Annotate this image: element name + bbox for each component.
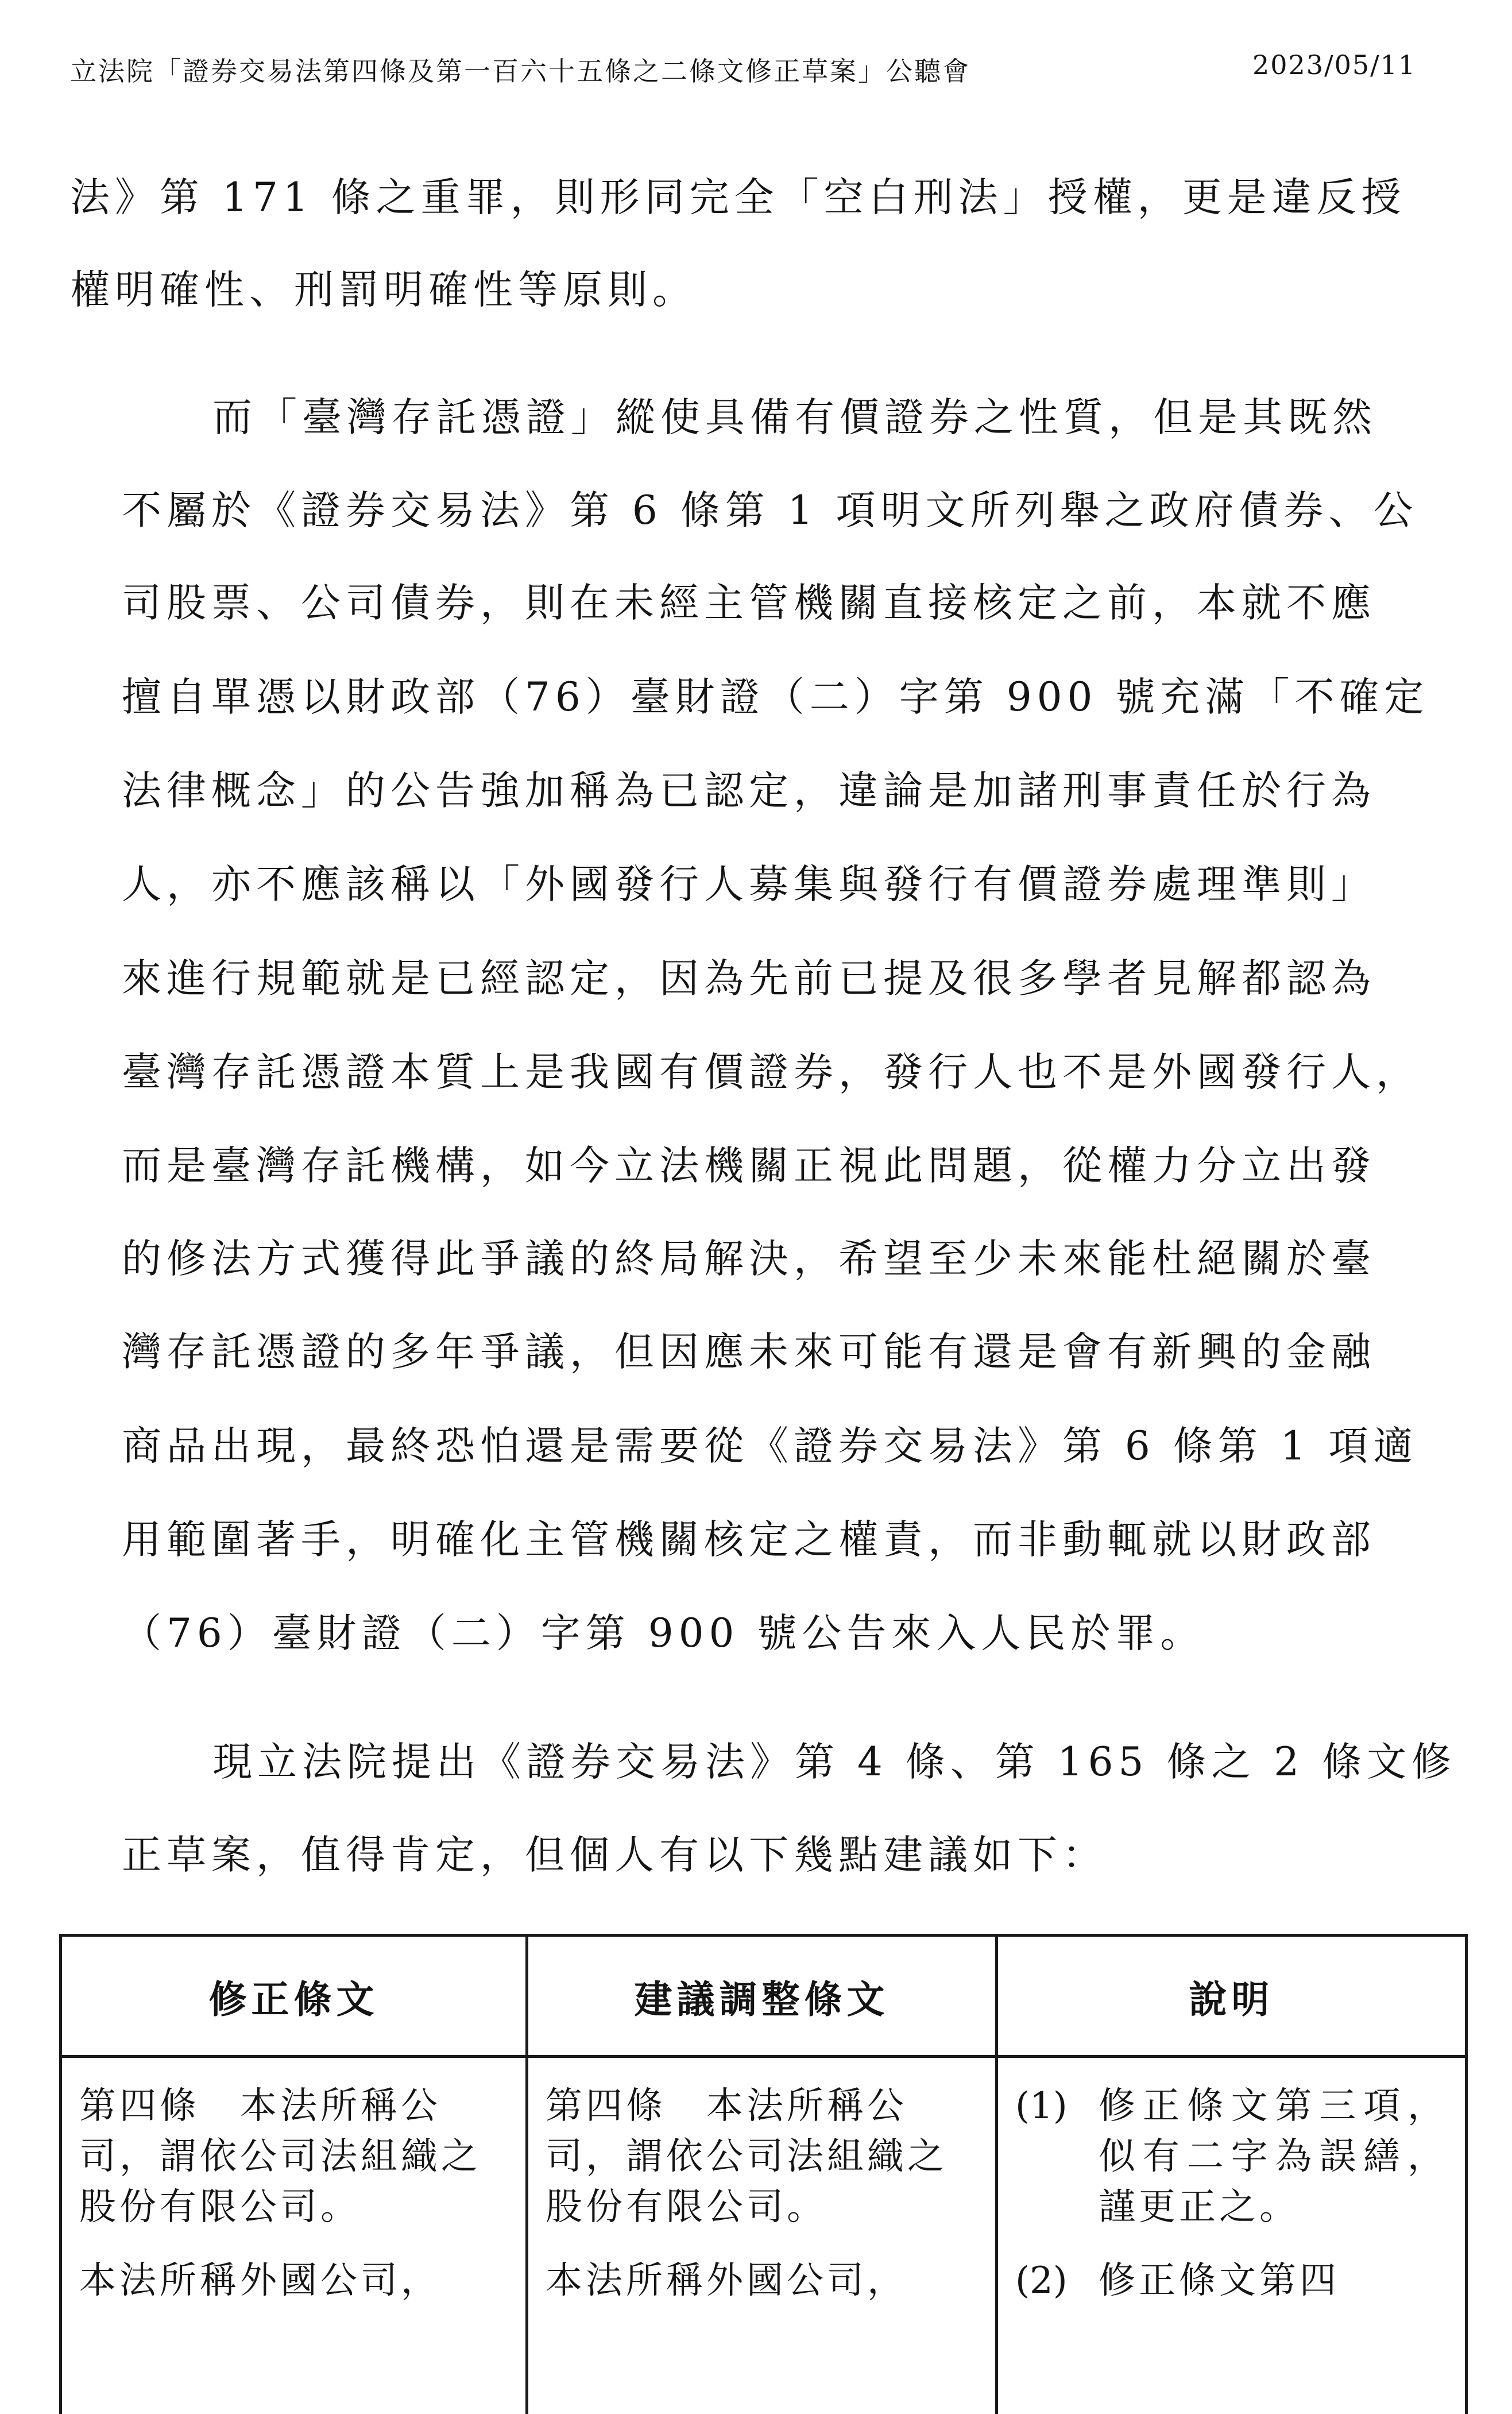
header-suggested-article: 建議調整條文 — [527, 1936, 997, 2057]
text-line: 用範圍著手，明確化主管機關核定之權責，而非動輒就以財政部 — [122, 1520, 1376, 1560]
cell-paragraph: 第四條 本法所稱公司，謂依公司法組織之股份有限公司。 — [79, 2081, 508, 2233]
text-line: 不屬於《證券交易法》第 6 條第 1 項明文所列舉之政府債券、公 — [122, 491, 1418, 531]
text-line: 而「臺灣存託憑證」縱使具備有價證券之性質，但是其既然 — [212, 398, 1377, 438]
text-line: 擅自單憑以財政部（76）臺財證（二）字第 900 號充滿「不確定 — [122, 678, 1429, 717]
note-text: 修正條文第三項，似有二字為誤繕，謹更正之。 — [1099, 2081, 1448, 2233]
explanation-cell — [997, 2057, 1467, 2414]
table-header-row — [61, 1936, 1467, 2057]
text-line: 的修法方式獲得此爭議的終局解決，希望至少未來能杜絕關於臺 — [122, 1239, 1376, 1279]
note-number: (2) — [1015, 2255, 1099, 2306]
text-line: 正草案，值得肯定，但個人有以下幾點建議如下： — [122, 1836, 1107, 1875]
document-header-title: 立法院「證券交易法第四條及第一百六十五條之二條文修正草案」公聽會 — [70, 51, 970, 88]
text-line: 來進行規範就是已經認定，因為先前已提及很多學者見解都認為 — [122, 959, 1376, 999]
cell-paragraph: 本法所稱外國公司， — [546, 2255, 978, 2306]
cell-paragraph: 本法所稱外國公司， — [79, 2255, 508, 2306]
note-text: 修正條文第四 — [1099, 2255, 1448, 2306]
header-explanation: 說明 — [997, 1936, 1467, 2057]
cell-paragraph: 第四條 本法所稱公司，謂依公司法組織之股份有限公司。 — [546, 2081, 978, 2233]
text-line: 人，亦不應該稱以「外國發行人募集與發行有價證券處理準則」 — [122, 865, 1376, 905]
text-line: 灣存託憑證的多年爭議，但因應未來可能有還是會有新興的金融 — [122, 1332, 1376, 1372]
explanation-note — [1015, 2255, 1448, 2306]
amendment-comparison-table — [59, 1934, 1468, 2414]
text-line: 法律概念」的公告強加稱為已認定，違論是加諸刑事責任於行為 — [122, 771, 1376, 811]
text-line: 司股票、公司債券，則在未經主管機關直接核定之前，本就不應 — [122, 584, 1376, 623]
amended-article-cell — [61, 2057, 527, 2414]
text-line: 臺灣存託憑證本質上是我國有價證券，發行人也不是外國發行人， — [122, 1053, 1421, 1092]
note-number: (1) — [1015, 2081, 1099, 2233]
document-header-date: 2023/05/11 — [1252, 49, 1416, 80]
explanation-note — [1015, 2081, 1448, 2233]
text-line: 商品出現，最終恐怕還是需要從《證券交易法》第 6 條第 1 項適 — [122, 1427, 1418, 1466]
text-line: （76）臺財證（二）字第 900 號公告來入人民於罪。 — [122, 1614, 1205, 1654]
text-line: 而是臺灣存託機構，如今立法機關正視此問題，從權力分立出發 — [122, 1146, 1376, 1186]
header-amended-article: 修正條文 — [61, 1936, 527, 2057]
text-line: 法》第 171 條之重罪，則形同完全「空白刑法」授權，更是違反授 — [70, 178, 1406, 218]
suggested-article-cell — [527, 2057, 997, 2414]
table-row — [61, 2057, 1467, 2414]
text-line: 現立法院提出《證券交易法》第 4 條、第 165 條之 2 條文修 — [212, 1743, 1456, 1782]
text-line: 權明確性、刑罰明確性等原則。 — [70, 271, 697, 310]
